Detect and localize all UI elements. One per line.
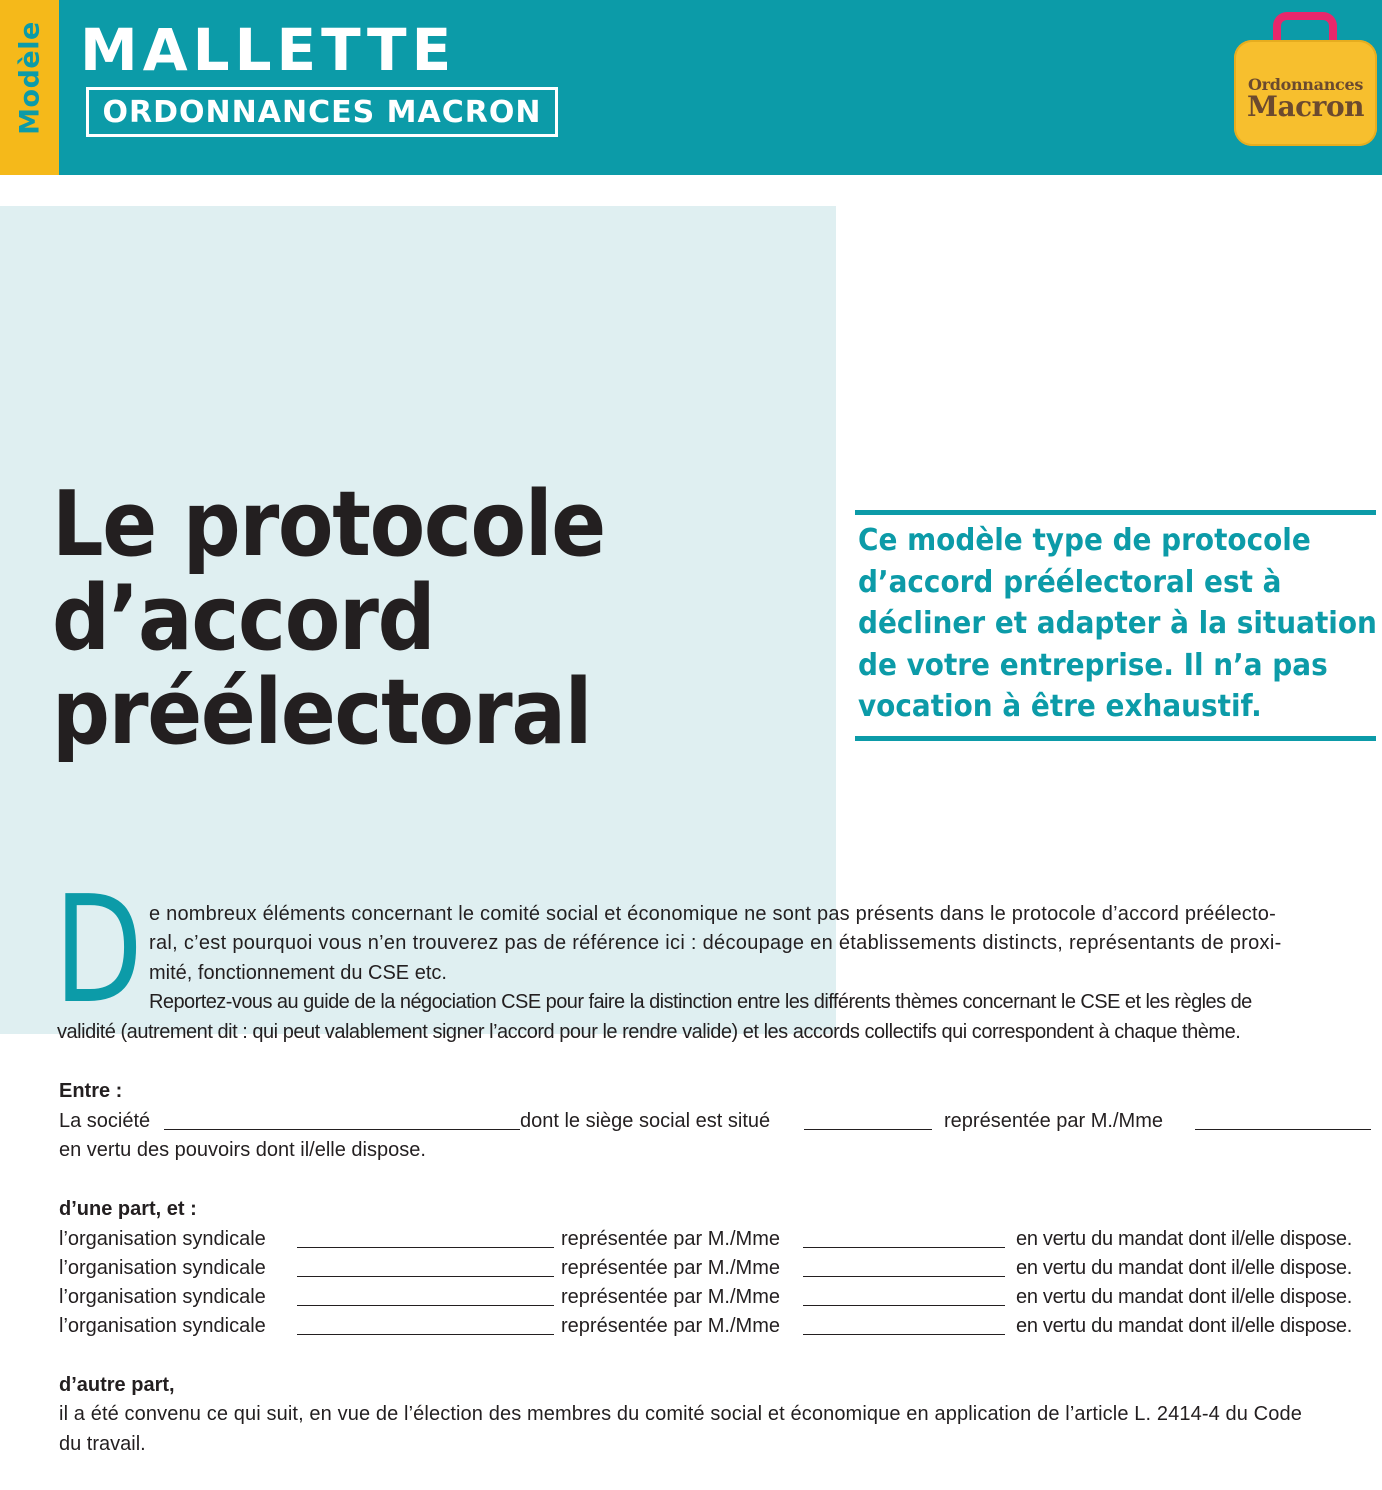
org-rep-label: représentée par M./Mme xyxy=(561,1315,780,1337)
intro-line-text: e nombreux éléments concernant le comité social et économique ne sont pas présents dans le protocole d’accord préélecto- xyxy=(149,903,1277,925)
org-mandat-text: en vertu du mandat dont il/elle dispose. xyxy=(1016,1286,1352,1308)
callout-line: décliner et adapter à la situation xyxy=(858,606,1377,642)
page-title-line: Le protocole xyxy=(52,472,605,577)
callout-line: vocation à être exhaustif. xyxy=(858,689,1262,725)
callout-line: d’accord préélectoral est à xyxy=(858,564,1282,600)
intro-line: mité, fonctionnement du CSE etc. xyxy=(149,962,447,984)
org-blank[interactable] xyxy=(297,1276,554,1277)
org-rep-blank[interactable] xyxy=(803,1305,1005,1306)
briefcase-logo xyxy=(1230,8,1380,150)
org-rep-blank[interactable] xyxy=(803,1276,1005,1277)
org-rep-blank[interactable] xyxy=(803,1334,1005,1335)
org-mandat-text: en vertu du mandat dont il/elle dispose. xyxy=(1016,1257,1352,1279)
callout-text xyxy=(858,520,1377,728)
header-subtitle xyxy=(86,87,558,137)
intro-line: Reportez-vous au guide de la négociation CSE pour faire la distinction entre les différents thèmes concernant le CSE et les règles de xyxy=(149,991,1252,1013)
org-label: l’organisation syndicale xyxy=(59,1228,266,1250)
callout-line: de votre entreprise. Il n’a pas xyxy=(858,647,1328,683)
briefcase-body-icon xyxy=(1234,40,1377,146)
org-row xyxy=(59,1312,1377,1341)
siege-label: dont le siège social est situé xyxy=(520,1110,771,1132)
page-title xyxy=(52,472,736,765)
logo-line-1: Ordonnances xyxy=(1247,75,1364,94)
convention-line: du travail. xyxy=(59,1433,146,1455)
dautre-part-label: d’autre part, xyxy=(59,1374,175,1396)
header-title: MALLETTE xyxy=(80,16,457,84)
societe-row xyxy=(59,1107,1377,1136)
org-blank[interactable] xyxy=(297,1247,554,1248)
org-rep-blank[interactable] xyxy=(803,1247,1005,1248)
org-row xyxy=(59,1254,1377,1283)
callout-rule-top xyxy=(855,510,1376,515)
org-row xyxy=(59,1225,1377,1254)
header-subtitle-text: ORDONNANCES MACRON xyxy=(102,94,542,130)
side-tab xyxy=(0,0,59,175)
intro-line xyxy=(149,900,1377,930)
org-rep-label: représentée par M./Mme xyxy=(561,1286,780,1308)
representant-blank[interactable] xyxy=(1195,1129,1371,1130)
org-label: l’organisation syndicale xyxy=(59,1286,266,1308)
side-tab-label: Modèle xyxy=(14,21,45,135)
drop-cap: D xyxy=(54,864,143,1036)
representee-label: représentée par M./Mme xyxy=(944,1110,1163,1132)
org-blank[interactable] xyxy=(297,1305,554,1306)
org-row xyxy=(59,1283,1377,1312)
org-label: l’organisation syndicale xyxy=(59,1315,266,1337)
org-mandat-text: en vertu du mandat dont il/elle dispose. xyxy=(1016,1315,1352,1337)
callout-rule-bottom xyxy=(855,736,1376,741)
logo-line-2: Macron xyxy=(1247,90,1364,123)
siege-blank[interactable] xyxy=(804,1129,932,1130)
societe-blank[interactable] xyxy=(164,1129,520,1130)
page-title-line: d’accord xyxy=(52,566,435,671)
dune-part-label: d’une part, et : xyxy=(59,1198,197,1220)
intro-line: validité (autrement dit : qui peut valablement signer l’accord pour le rendre valide) et les accords collectifs qui correspondent à chaque thème. xyxy=(57,1021,1241,1043)
convention-line: il a été convenu ce qui suit, en vue de l’élection des membres du comité social et économique en application de l’article L. 2414-4 du Code xyxy=(59,1403,1302,1425)
pouvoirs-text: en vertu des pouvoirs dont il/elle dispose. xyxy=(59,1139,426,1161)
org-label: l’organisation syndicale xyxy=(59,1257,266,1279)
societe-label: La société xyxy=(59,1110,151,1132)
page-title-line: préélectoral xyxy=(52,660,592,765)
intro-line: ral, c’est pourquoi vous n’en trouverez pas de référence ici : découpage en établissements distincts, représentants de proxi- xyxy=(149,932,1282,954)
org-rep-label: représentée par M./Mme xyxy=(561,1257,780,1279)
entre-label: Entre : xyxy=(59,1080,123,1102)
org-blank[interactable] xyxy=(297,1334,554,1335)
org-mandat-text: en vertu du mandat dont il/elle dispose. xyxy=(1016,1228,1352,1250)
callout-line: Ce modèle type de protocole xyxy=(858,523,1311,558)
org-rep-label: représentée par M./Mme xyxy=(561,1228,780,1250)
